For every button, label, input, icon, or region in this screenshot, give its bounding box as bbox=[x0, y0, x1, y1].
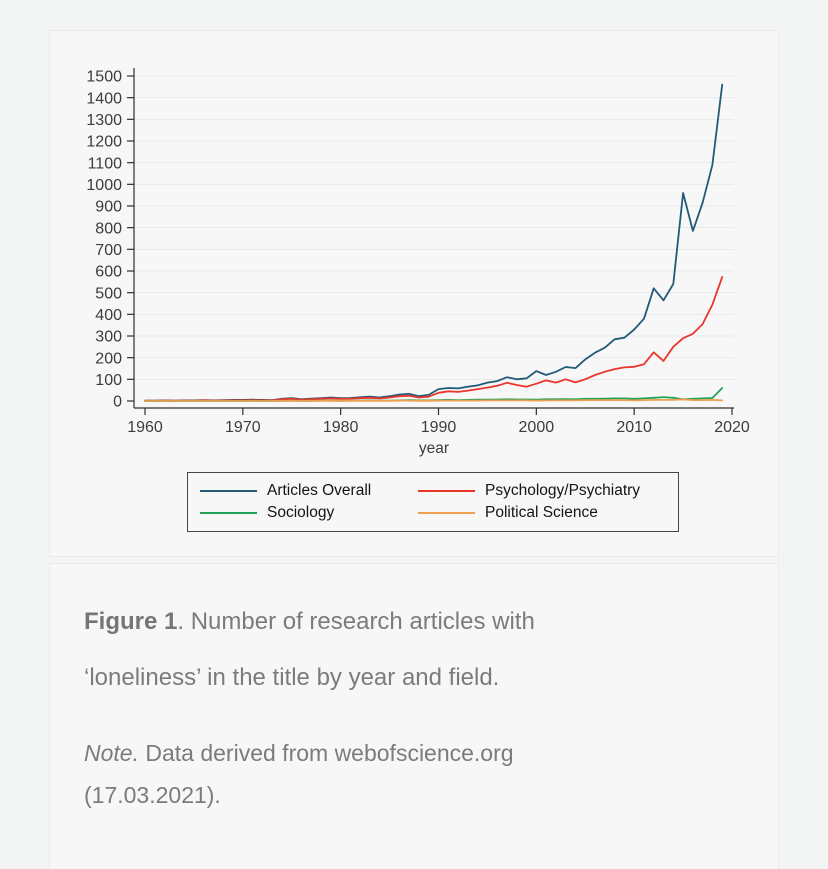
figure-caption-label: Figure 1 bbox=[84, 608, 178, 635]
x-axis-title: year bbox=[418, 440, 450, 457]
legend-item-political-science bbox=[418, 504, 672, 522]
y-axis-tick-label: 1100 bbox=[87, 155, 122, 173]
legend-label: Sociology bbox=[267, 504, 335, 521]
y-axis-tick-label: 1000 bbox=[86, 176, 122, 194]
legend-label: Psychology/Psychiatry bbox=[485, 482, 641, 499]
figure-note-text: Data derived from webofscience.org (17.03.2021). bbox=[84, 740, 514, 808]
chart-legend bbox=[187, 472, 679, 532]
legend-item-psychology-psychiatry bbox=[418, 482, 672, 500]
x-axis-tick-label: 2010 bbox=[616, 419, 652, 436]
y-axis-tick-label: 800 bbox=[95, 220, 122, 238]
legend-line-swatch bbox=[200, 512, 257, 514]
x-axis-tick-label: 1980 bbox=[322, 419, 359, 436]
y-axis-tick-label: 700 bbox=[95, 241, 122, 259]
x-axis-tick-label: 1970 bbox=[225, 419, 261, 436]
y-axis-tick-label: 600 bbox=[95, 263, 122, 281]
figure-caption-text: . Number of research articles with ‘loneliness’ in the title by year and field. bbox=[84, 608, 535, 691]
legend-label: Articles Overall bbox=[267, 482, 372, 499]
y-axis-tick-label: 500 bbox=[95, 285, 122, 303]
y-axis-tick-label: 1300 bbox=[86, 111, 122, 129]
legend-item-sociology bbox=[200, 504, 418, 522]
legend-line-swatch bbox=[418, 490, 475, 492]
legend-line-swatch bbox=[200, 490, 257, 492]
y-axis-tick-label: 400 bbox=[95, 306, 122, 324]
series-line-psychology-psychiatry bbox=[145, 277, 722, 401]
legend-line-swatch bbox=[418, 512, 475, 514]
figure-panel bbox=[49, 30, 779, 557]
figure-note-label: Note. bbox=[84, 740, 139, 766]
legend-item-articles-overall bbox=[200, 482, 418, 500]
y-axis-tick-label: 100 bbox=[95, 371, 122, 389]
y-axis-tick-label: 1500 bbox=[86, 68, 122, 86]
figure-note bbox=[84, 732, 656, 816]
y-axis-tick-label: 1400 bbox=[86, 90, 122, 108]
x-axis-tick-label: 1990 bbox=[420, 419, 457, 436]
y-axis-tick-label: 1200 bbox=[86, 133, 122, 151]
y-axis-tick-label: 300 bbox=[95, 328, 122, 346]
y-axis-tick-label: 200 bbox=[95, 350, 122, 368]
loneliness-line-chart bbox=[50, 31, 780, 466]
series-line-articles-overall bbox=[145, 85, 722, 401]
legend-label: Political Science bbox=[485, 504, 598, 521]
caption-panel bbox=[49, 563, 779, 869]
x-axis-tick-label: 1960 bbox=[127, 419, 163, 436]
figure-caption bbox=[84, 594, 656, 706]
y-axis-tick-label: 0 bbox=[113, 393, 122, 411]
y-axis-tick-label: 900 bbox=[95, 198, 122, 216]
x-axis-tick-label: 2020 bbox=[714, 419, 750, 436]
x-axis-tick-label: 2000 bbox=[518, 419, 555, 436]
